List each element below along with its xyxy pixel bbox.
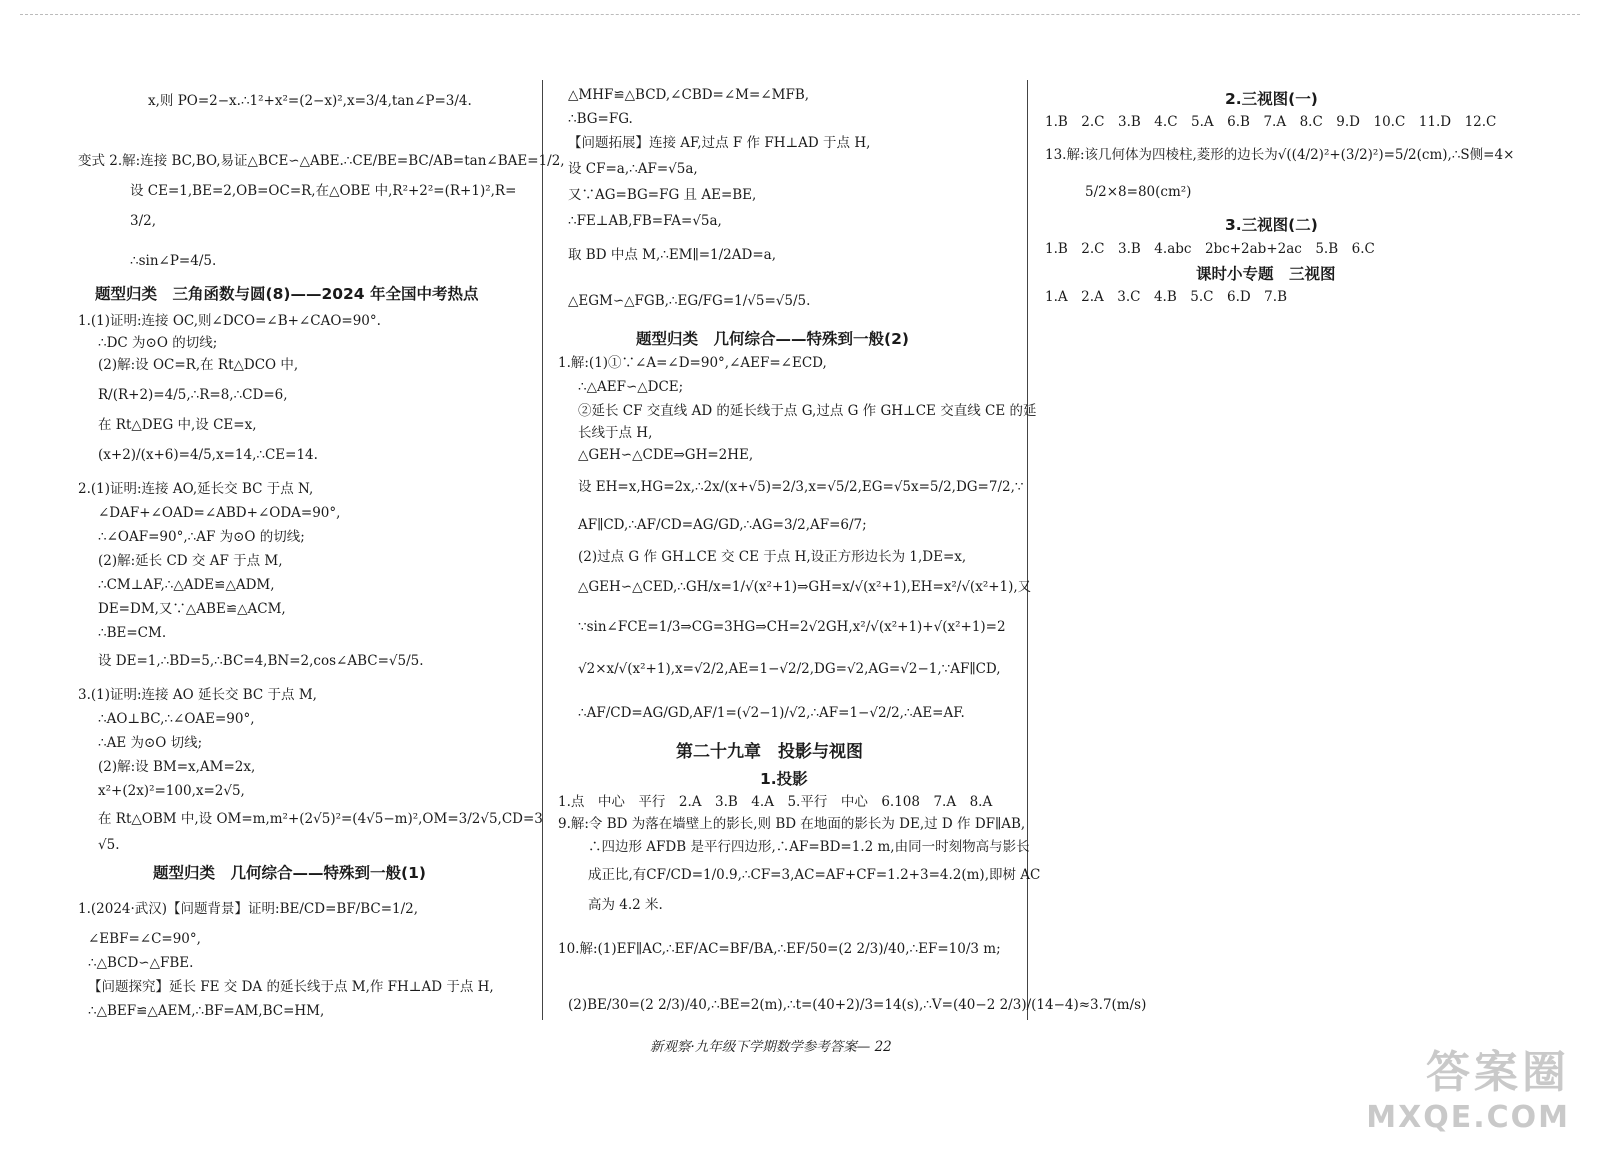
middle-line: 1.点 中心 平行 2.A 3.B 4.A 5.平行 中心 6.108 7.A 8.A bbox=[558, 794, 993, 810]
section-heading: 2.三视图(一) bbox=[1225, 90, 1318, 108]
watermark-url: MXQE.COM bbox=[1366, 1100, 1570, 1135]
middle-line: △EGM∽△FGB,∴EG/FG=1/√5=√5/5. bbox=[568, 293, 811, 309]
middle-line: 成正比,有CF/CD=1/0.9,∴CF=3,AC=AF+CF=1.2+3=4.2(m),即树 AC bbox=[588, 867, 1041, 883]
middle-line: ∴BG=FG. bbox=[568, 111, 633, 127]
middle-line: 长线于点 H, bbox=[578, 425, 653, 441]
left-line: 设 DE=1,∴BD=5,∴BC=4,BN=2,cos∠ABC=√5/5. bbox=[98, 653, 424, 669]
middle-line: 9.解:令 BD 为落在墙壁上的影长,则 BD 在地面的影长为 DE,过 D 作 DF∥AB, bbox=[558, 816, 1026, 832]
left-line: ∴DC 为⊙O 的切线; bbox=[98, 335, 218, 351]
left-line: 在 Rt△OBM 中,设 OM=m,m²+(2√5)²=(4√5−m)²,OM=3/2√5,CD=3 bbox=[98, 811, 543, 827]
left-line: ∴△BEF≌△AEM,∴BF=AM,BC=HM, bbox=[88, 1003, 325, 1019]
middle-line: 又∵AG=BG=FG 且 AE=BE, bbox=[568, 187, 757, 203]
watermark-logo-text: 答案圈 bbox=[1426, 1047, 1570, 1098]
left-line: x,则 PO=2−x.∴1²+x²=(2−x)²,x=3/4,tan∠P=3/4. bbox=[148, 93, 472, 109]
left-line: ∠DAF+∠OAD=∠ABD+∠ODA=90°, bbox=[98, 505, 341, 521]
left-line: 1.(2024·武汉)【问题背景】证明:BE/CD=BF/BC=1/2, bbox=[78, 901, 419, 917]
section-heading: 题型归类 三角函数与圆(8)——2024 年全国中考热点 bbox=[95, 285, 479, 303]
section-heading: 题型归类 几何综合——特殊到一般(1) bbox=[153, 864, 426, 882]
middle-line: 设 CF=a,∴AF=√5a, bbox=[568, 161, 698, 177]
middle-line: ∴四边形 AFDB 是平行四边形,∴AF=BD=1.2 m,由同一时刻物高与影长 bbox=[588, 839, 1030, 855]
page-footer: 新观察·九年级下学期数学参考答案— 22 bbox=[650, 1039, 892, 1055]
middle-line: AF∥CD,∴AF/CD=AG/GD,∴AG=3/2,AF=6/7; bbox=[578, 517, 867, 533]
column-divider-left bbox=[542, 80, 543, 1020]
left-line: 变式 2.解:连接 BC,BO,易证△BCE∽△ABE.∴CE/BE=BC/AB=tan∠BAE=1/2, bbox=[78, 153, 565, 169]
left-line: ∴AO⊥BC,∴∠OAE=90°, bbox=[98, 711, 255, 727]
left-line: ∠EBF=∠C=90°, bbox=[88, 931, 201, 947]
left-line: 3/2, bbox=[130, 213, 157, 229]
left-line: 3.(1)证明:连接 AO 延长交 BC 于点 M, bbox=[78, 687, 317, 703]
left-line: ∴CM⊥AF,∴△ADE≌△ADM, bbox=[98, 577, 275, 593]
middle-line: △MHF≌△BCD,∠CBD=∠M=∠MFB, bbox=[568, 87, 810, 103]
middle-line: (2)BE/30=(2 2/3)/40,∴BE=2(m),∴t=(40+2)/3=14(s),∴V=(40−2 2/3)/(14−4)≈3.7(m/s) bbox=[568, 997, 1147, 1013]
left-line: √5. bbox=[98, 837, 120, 853]
watermark-logo bbox=[1366, 1036, 1570, 1135]
middle-line: ②延长 CF 交直线 AD 的延长线于点 G,过点 G 作 GH⊥CE 交直线 CE 的延 bbox=[578, 403, 1037, 419]
left-line: ∴△BCD∽△FBE. bbox=[88, 955, 194, 971]
left-line: 设 CE=1,BE=2,OB=OC=R,在△OBE 中,R²+2²=(R+1)²,R= bbox=[130, 183, 517, 199]
left-line: ∴AE 为⊙O 切线; bbox=[98, 735, 203, 751]
middle-line: √2×x/√(x²+1),x=√2/2,AE=1−√2/2,DG=√2,AG=√2−1,∵AF∥CD, bbox=[578, 661, 1001, 677]
middle-line: 1.解:(1)①∵∠A=∠D=90°,∠AEF=∠ECD, bbox=[558, 355, 827, 371]
middle-line: △GEH∽△CDE⇒GH=2HE, bbox=[578, 447, 754, 463]
left-line: 【问题探究】延长 FE 交 DA 的延长线于点 M,作 FH⊥AD 于点 H, bbox=[88, 979, 494, 995]
middle-line: ∴AF/CD=AG/GD,AF/1=(√2−1)/√2,∴AF=1−√2/2,∴AE=AF. bbox=[578, 705, 965, 721]
left-line: (2)解:设 OC=R,在 Rt△DCO 中, bbox=[98, 357, 299, 373]
middle-line: △GEH∽△CED,∴GH/x=1/√(x²+1)⇒GH=x/√(x²+1),EH=x²/√(x²+1),又 bbox=[578, 579, 1032, 595]
middle-line: 设 EH=x,HG=2x,∴2x/(x+√5)=2/3,x=√5/2,EG=√5x=5/2,DG=7/2,∵ bbox=[578, 479, 1024, 495]
right-line: 1.B 2.C 3.B 4.abc 2bc+2ab+2ac 5.B 6.C bbox=[1045, 241, 1375, 257]
section-heading: 课时小专题 三视图 bbox=[1196, 265, 1336, 283]
middle-line: 【问题拓展】连接 AF,过点 F 作 FH⊥AD 于点 H, bbox=[568, 135, 871, 151]
section-heading: 题型归类 几何综合——特殊到一般(2) bbox=[636, 330, 909, 348]
section-heading: 1.投影 bbox=[760, 770, 808, 788]
right-line: 1.A 2.A 3.C 4.B 5.C 6.D 7.B bbox=[1045, 289, 1287, 305]
left-line: ∴BE=CM. bbox=[98, 625, 167, 641]
right-line: 13.解:该几何体为四棱柱,菱形的边长为√((4/2)²+(3/2)²)=5/2(cm),∴S侧=4× bbox=[1045, 147, 1515, 163]
left-line: x²+(2x)²=100,x=2√5, bbox=[98, 783, 245, 799]
middle-line: 10.解:(1)EF∥AC,∴EF/AC=BF/BA,∴EF/50=(2 2/3)/40,∴EF=10/3 m; bbox=[558, 941, 1001, 957]
middle-line: ∴△AEF∽△DCE; bbox=[578, 379, 684, 395]
middle-line: ∴FE⊥AB,FB=FA=√5a, bbox=[568, 213, 722, 229]
left-line: 2.(1)证明:连接 AO,延长交 BC 于点 N, bbox=[78, 481, 314, 497]
left-line: 在 Rt△DEG 中,设 CE=x, bbox=[98, 417, 257, 433]
chapter-heading: 第二十九章 投影与视图 bbox=[676, 742, 863, 762]
left-line: (x+2)/(x+6)=4/5,x=14,∴CE=14. bbox=[98, 447, 318, 463]
left-line: R/(R+2)=4/5,∴R=8,∴CD=6, bbox=[98, 387, 288, 403]
middle-line: 高为 4.2 米. bbox=[588, 897, 663, 913]
left-line: (2)解:设 BM=x,AM=2x, bbox=[98, 759, 256, 775]
middle-line: (2)过点 G 作 GH⊥CE 交 CE 于点 H,设正方形边长为 1,DE=x, bbox=[578, 549, 967, 565]
right-line: 5/2×8=80(cm²) bbox=[1085, 184, 1192, 200]
left-line: (2)解:延长 CD 交 AF 于点 M, bbox=[98, 553, 283, 569]
left-line: ∴sin∠P=4/5. bbox=[130, 253, 217, 269]
left-line: ∴∠OAF=90°,∴AF 为⊙O 的切线; bbox=[98, 529, 305, 545]
right-line: 1.B 2.C 3.B 4.C 5.A 6.B 7.A 8.C 9.D 10.C 11.D 12.C bbox=[1045, 114, 1497, 130]
top-border bbox=[20, 14, 1580, 15]
section-heading: 3.三视图(二) bbox=[1225, 216, 1318, 234]
middle-line: ∵sin∠FCE=1/3⇒CG=3HG⇒CH=2√2GH,x²/√(x²+1)+√(x²+1)=2 bbox=[578, 619, 1006, 635]
left-line: 1.(1)证明:连接 OC,则∠DCO=∠B+∠CAO=90°. bbox=[78, 313, 381, 329]
middle-line: 取 BD 中点 M,∴EM∥=1/2AD=a, bbox=[568, 247, 776, 263]
left-line: DE=DM,又∵△ABE≌△ACM, bbox=[98, 601, 286, 617]
